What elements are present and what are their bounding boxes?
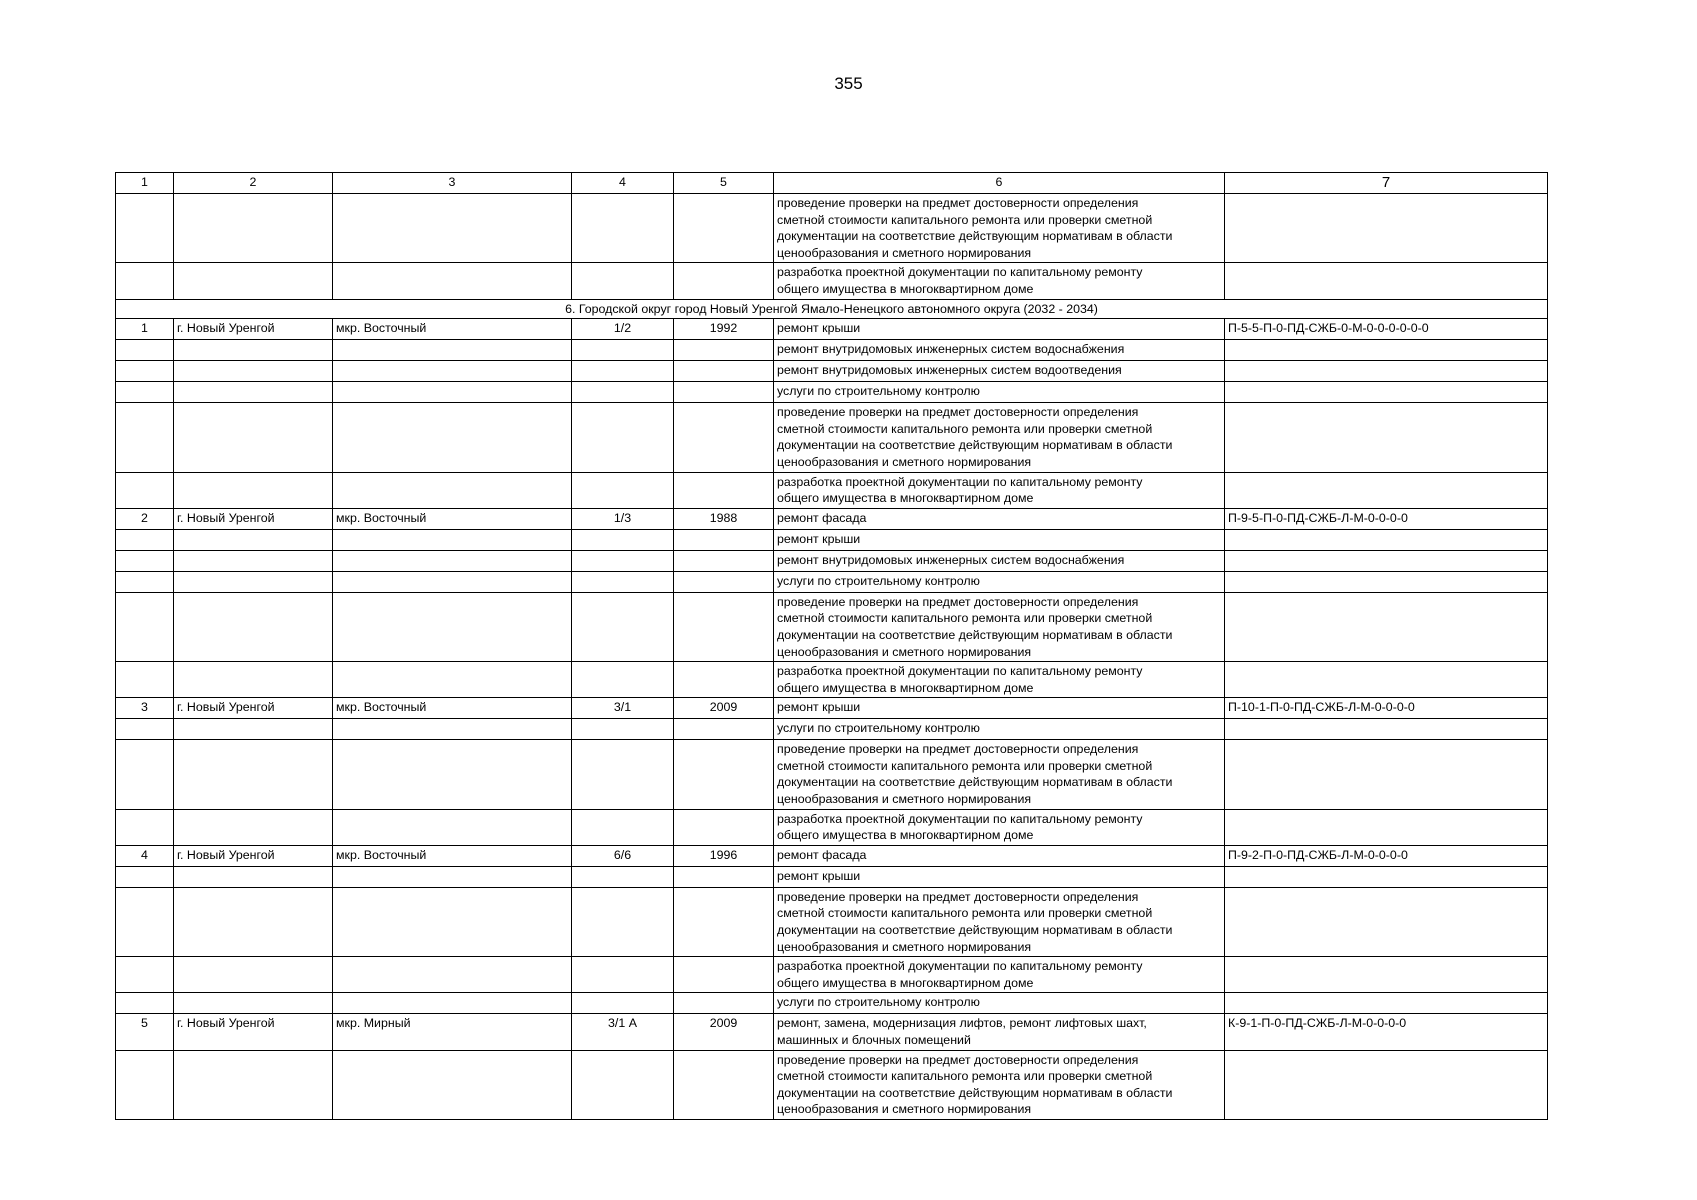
district-cell: мкр. Восточный bbox=[333, 845, 572, 866]
table-row bbox=[116, 993, 1548, 1014]
table-row bbox=[116, 403, 1548, 472]
city-cell bbox=[174, 809, 333, 845]
work-type-cell: проведение проверки на предмет достоверности определения сметной стоимости капитального ремонта или проверки сметной документации на соответствие действующим нормативам в области ценообразования и сметного нормирования bbox=[774, 1050, 1225, 1119]
row-number-cell bbox=[116, 194, 174, 263]
house-code-cell bbox=[1225, 571, 1548, 592]
table-row bbox=[116, 887, 1548, 956]
header-row bbox=[116, 173, 1548, 194]
house-code-cell: П-9-2-П-0-ПД-СЖБ-Л-М-0-0-0-0 bbox=[1225, 845, 1548, 866]
build-year-cell bbox=[674, 340, 774, 361]
build-year-cell bbox=[674, 403, 774, 472]
table-row bbox=[116, 340, 1548, 361]
header-col-6: 6 bbox=[774, 173, 1225, 194]
city-cell bbox=[174, 403, 333, 472]
district-cell: мкр. Восточный bbox=[333, 508, 572, 529]
house-code-cell bbox=[1225, 957, 1548, 993]
work-type-cell: проведение проверки на предмет достоверности определения сметной стоимости капитального ремонта или проверки сметной документации на соответствие действующим нормативам в области ценообразования и сметного нормирования bbox=[774, 740, 1225, 809]
table-row bbox=[116, 957, 1548, 993]
house-number-cell bbox=[572, 719, 674, 740]
work-type-cell: проведение проверки на предмет достоверности определения сметной стоимости капитального ремонта или проверки сметной документации на соответствие действующим нормативам в области ценообразования и сметного нормирования bbox=[774, 592, 1225, 661]
house-number-cell: 3/1 bbox=[572, 698, 674, 719]
row-number-cell: 4 bbox=[116, 845, 174, 866]
table-row bbox=[116, 719, 1548, 740]
city-cell bbox=[174, 592, 333, 661]
city-cell: г. Новый Уренгой bbox=[174, 1014, 333, 1050]
table-row bbox=[116, 529, 1548, 550]
district-cell bbox=[333, 887, 572, 956]
city-cell bbox=[174, 382, 333, 403]
district-cell bbox=[333, 361, 572, 382]
table-row bbox=[116, 866, 1548, 887]
work-type-cell: ремонт фасада bbox=[774, 508, 1225, 529]
district-cell bbox=[333, 340, 572, 361]
city-cell bbox=[174, 1050, 333, 1119]
district-cell bbox=[333, 719, 572, 740]
city-cell bbox=[174, 957, 333, 993]
city-cell bbox=[174, 866, 333, 887]
district-cell: мкр. Мирный bbox=[333, 1014, 572, 1050]
build-year-cell bbox=[674, 529, 774, 550]
house-number-cell bbox=[572, 592, 674, 661]
build-year-cell bbox=[674, 993, 774, 1014]
district-cell bbox=[333, 809, 572, 845]
house-code-cell bbox=[1225, 263, 1548, 299]
work-type-cell: услуги по строительному контролю bbox=[774, 719, 1225, 740]
work-type-cell: ремонт, замена, модернизация лифтов, ремонт лифтовых шахт, машинных и блочных помещений bbox=[774, 1014, 1225, 1050]
build-year-cell bbox=[674, 740, 774, 809]
row-number-cell bbox=[116, 263, 174, 299]
work-type-cell: ремонт крыши bbox=[774, 698, 1225, 719]
row-number-cell bbox=[116, 809, 174, 845]
work-type-cell: услуги по строительному контролю bbox=[774, 571, 1225, 592]
table-row bbox=[116, 662, 1548, 698]
house-code-cell bbox=[1225, 993, 1548, 1014]
table-row bbox=[116, 194, 1548, 263]
row-number-cell bbox=[116, 866, 174, 887]
house-code-cell bbox=[1225, 194, 1548, 263]
row-number-cell bbox=[116, 550, 174, 571]
table-row bbox=[116, 319, 1548, 340]
house-number-cell bbox=[572, 662, 674, 698]
city-cell bbox=[174, 993, 333, 1014]
build-year-cell bbox=[674, 719, 774, 740]
table-row bbox=[116, 263, 1548, 299]
city-cell: г. Новый Уренгой bbox=[174, 508, 333, 529]
house-number-cell bbox=[572, 194, 674, 263]
table-row bbox=[116, 361, 1548, 382]
row-number-cell: 1 bbox=[116, 319, 174, 340]
house-number-cell bbox=[572, 740, 674, 809]
work-type-cell: разработка проектной документации по капитальному ремонту общего имущества в многоквартирном доме bbox=[774, 957, 1225, 993]
row-number-cell bbox=[116, 403, 174, 472]
build-year-cell: 1992 bbox=[674, 319, 774, 340]
city-cell bbox=[174, 887, 333, 956]
row-number-cell bbox=[116, 592, 174, 661]
house-number-cell bbox=[572, 571, 674, 592]
city-cell bbox=[174, 340, 333, 361]
section-title: 6. Городской округ город Новый Уренгой Ямало-Ненецкого автономного округа (2032 - 2034) bbox=[116, 299, 1548, 319]
house-code-cell bbox=[1225, 472, 1548, 508]
row-number-cell: 5 bbox=[116, 1014, 174, 1050]
house-code-cell bbox=[1225, 361, 1548, 382]
table-row bbox=[116, 550, 1548, 571]
page-number: 355 bbox=[834, 74, 863, 93]
city-cell: г. Новый Уренгой bbox=[174, 319, 333, 340]
house-number-cell bbox=[572, 866, 674, 887]
house-code-cell bbox=[1225, 340, 1548, 361]
row-number-cell: 2 bbox=[116, 508, 174, 529]
district-cell bbox=[333, 957, 572, 993]
build-year-cell bbox=[674, 194, 774, 263]
house-code-cell bbox=[1225, 662, 1548, 698]
build-year-cell bbox=[674, 361, 774, 382]
build-year-cell: 1996 bbox=[674, 845, 774, 866]
city-cell bbox=[174, 194, 333, 263]
header-col-1: 1 bbox=[116, 173, 174, 194]
row-number-cell bbox=[116, 887, 174, 956]
district-cell bbox=[333, 866, 572, 887]
work-type-cell: разработка проектной документации по капитальному ремонту общего имущества в многоквартирном доме bbox=[774, 472, 1225, 508]
build-year-cell bbox=[674, 662, 774, 698]
table-row bbox=[116, 1014, 1548, 1050]
row-number-cell bbox=[116, 382, 174, 403]
row-number-cell bbox=[116, 719, 174, 740]
row-number-cell bbox=[116, 662, 174, 698]
house-code-cell bbox=[1225, 740, 1548, 809]
work-type-cell: разработка проектной документации по капитальному ремонту общего имущества в многоквартирном доме bbox=[774, 809, 1225, 845]
work-type-cell: ремонт внутридомовых инженерных систем водоотведения bbox=[774, 361, 1225, 382]
house-code-cell bbox=[1225, 719, 1548, 740]
build-year-cell bbox=[674, 382, 774, 403]
house-code-cell bbox=[1225, 1050, 1548, 1119]
house-code-cell bbox=[1225, 550, 1548, 571]
house-number-cell bbox=[572, 263, 674, 299]
house-code-cell: П-5-5-П-0-ПД-СЖБ-0-М-0-0-0-0-0-0 bbox=[1225, 319, 1548, 340]
build-year-cell bbox=[674, 550, 774, 571]
house-number-cell bbox=[572, 1050, 674, 1119]
row-number-cell bbox=[116, 472, 174, 508]
work-type-cell: услуги по строительному контролю bbox=[774, 993, 1225, 1014]
table-row bbox=[116, 1050, 1548, 1119]
district-cell bbox=[333, 472, 572, 508]
district-cell bbox=[333, 740, 572, 809]
house-code-cell: П-10-1-П-0-ПД-СЖБ-Л-М-0-0-0-0 bbox=[1225, 698, 1548, 719]
section-row bbox=[116, 299, 1548, 319]
house-code-cell bbox=[1225, 529, 1548, 550]
table-row bbox=[116, 472, 1548, 508]
city-cell bbox=[174, 472, 333, 508]
house-number-cell bbox=[572, 382, 674, 403]
house-number-cell bbox=[572, 403, 674, 472]
house-number-cell bbox=[572, 340, 674, 361]
header-col-3: 3 bbox=[333, 173, 572, 194]
district-cell bbox=[333, 550, 572, 571]
table-row bbox=[116, 698, 1548, 719]
build-year-cell: 2009 bbox=[674, 698, 774, 719]
district-cell bbox=[333, 1050, 572, 1119]
work-type-cell: ремонт внутридомовых инженерных систем водоснабжения bbox=[774, 550, 1225, 571]
row-number-cell bbox=[116, 957, 174, 993]
build-year-cell bbox=[674, 957, 774, 993]
district-cell bbox=[333, 382, 572, 403]
row-number-cell: 3 bbox=[116, 698, 174, 719]
build-year-cell bbox=[674, 1050, 774, 1119]
capital-repair-table bbox=[115, 172, 1548, 1120]
house-code-cell bbox=[1225, 887, 1548, 956]
house-code-cell: К-9-1-П-0-ПД-СЖБ-Л-М-0-0-0-0 bbox=[1225, 1014, 1548, 1050]
city-cell bbox=[174, 719, 333, 740]
header-col-5: 5 bbox=[674, 173, 774, 194]
header-col-2: 2 bbox=[174, 173, 333, 194]
table-row bbox=[116, 508, 1548, 529]
row-number-cell bbox=[116, 993, 174, 1014]
work-type-cell: ремонт внутридомовых инженерных систем водоснабжения bbox=[774, 340, 1225, 361]
table-row bbox=[116, 809, 1548, 845]
city-cell bbox=[174, 571, 333, 592]
build-year-cell: 1988 bbox=[674, 508, 774, 529]
row-number-cell bbox=[116, 571, 174, 592]
house-number-cell: 6/6 bbox=[572, 845, 674, 866]
city-cell bbox=[174, 361, 333, 382]
row-number-cell bbox=[116, 740, 174, 809]
build-year-cell bbox=[674, 592, 774, 661]
district-cell bbox=[333, 662, 572, 698]
build-year-cell bbox=[674, 263, 774, 299]
table-row bbox=[116, 571, 1548, 592]
build-year-cell bbox=[674, 472, 774, 508]
district-cell bbox=[333, 263, 572, 299]
work-type-cell: услуги по строительному контролю bbox=[774, 382, 1225, 403]
work-type-cell: разработка проектной документации по капитальному ремонту общего имущества в многоквартирном доме bbox=[774, 263, 1225, 299]
house-code-cell bbox=[1225, 809, 1548, 845]
house-number-cell: 1/2 bbox=[572, 319, 674, 340]
district-cell bbox=[333, 529, 572, 550]
city-cell: г. Новый Уренгой bbox=[174, 698, 333, 719]
table-row bbox=[116, 382, 1548, 403]
house-number-cell bbox=[572, 993, 674, 1014]
work-type-cell: проведение проверки на предмет достоверности определения сметной стоимости капитального ремонта или проверки сметной документации на соответствие действующим нормативам в области ценообразования и сметного нормирования bbox=[774, 403, 1225, 472]
city-cell: г. Новый Уренгой bbox=[174, 845, 333, 866]
build-year-cell bbox=[674, 809, 774, 845]
city-cell bbox=[174, 263, 333, 299]
row-number-cell bbox=[116, 340, 174, 361]
table-body bbox=[116, 173, 1548, 1120]
house-number-cell bbox=[572, 472, 674, 508]
work-type-cell: ремонт фасада bbox=[774, 845, 1225, 866]
district-cell: мкр. Восточный bbox=[333, 319, 572, 340]
header-col-7: 7 bbox=[1225, 173, 1548, 194]
district-cell bbox=[333, 403, 572, 472]
work-type-cell: разработка проектной документации по капитальному ремонту общего имущества в многоквартирном доме bbox=[774, 662, 1225, 698]
house-number-cell bbox=[572, 529, 674, 550]
table-row bbox=[116, 592, 1548, 661]
city-cell bbox=[174, 550, 333, 571]
row-number-cell bbox=[116, 529, 174, 550]
house-code-cell: П-9-5-П-0-ПД-СЖБ-Л-М-0-0-0-0 bbox=[1225, 508, 1548, 529]
house-number-cell bbox=[572, 957, 674, 993]
work-type-cell: проведение проверки на предмет достоверности определения сметной стоимости капитального ремонта или проверки сметной документации на соответствие действующим нормативам в области ценообразования и сметного нормирования bbox=[774, 887, 1225, 956]
row-number-cell bbox=[116, 361, 174, 382]
house-number-cell bbox=[572, 887, 674, 956]
house-number-cell bbox=[572, 809, 674, 845]
district-cell bbox=[333, 194, 572, 263]
district-cell: мкр. Восточный bbox=[333, 698, 572, 719]
build-year-cell: 2009 bbox=[674, 1014, 774, 1050]
city-cell bbox=[174, 529, 333, 550]
house-number-cell bbox=[572, 361, 674, 382]
district-cell bbox=[333, 571, 572, 592]
house-number-cell: 3/1 А bbox=[572, 1014, 674, 1050]
house-code-cell bbox=[1225, 866, 1548, 887]
build-year-cell bbox=[674, 866, 774, 887]
table-row bbox=[116, 740, 1548, 809]
work-type-cell: проведение проверки на предмет достоверности определения сметной стоимости капитального ремонта или проверки сметной документации на соответствие действующим нормативам в области ценообразования и сметного нормирования bbox=[774, 194, 1225, 263]
house-number-cell bbox=[572, 550, 674, 571]
row-number-cell bbox=[116, 1050, 174, 1119]
house-code-cell bbox=[1225, 592, 1548, 661]
house-code-cell bbox=[1225, 382, 1548, 403]
build-year-cell bbox=[674, 887, 774, 956]
build-year-cell bbox=[674, 571, 774, 592]
work-type-cell: ремонт крыши bbox=[774, 319, 1225, 340]
city-cell bbox=[174, 740, 333, 809]
house-code-cell bbox=[1225, 403, 1548, 472]
table-row bbox=[116, 845, 1548, 866]
work-type-cell: ремонт крыши bbox=[774, 529, 1225, 550]
header-col-4: 4 bbox=[572, 173, 674, 194]
city-cell bbox=[174, 662, 333, 698]
house-number-cell: 1/3 bbox=[572, 508, 674, 529]
district-cell bbox=[333, 592, 572, 661]
work-type-cell: ремонт крыши bbox=[774, 866, 1225, 887]
district-cell bbox=[333, 993, 572, 1014]
